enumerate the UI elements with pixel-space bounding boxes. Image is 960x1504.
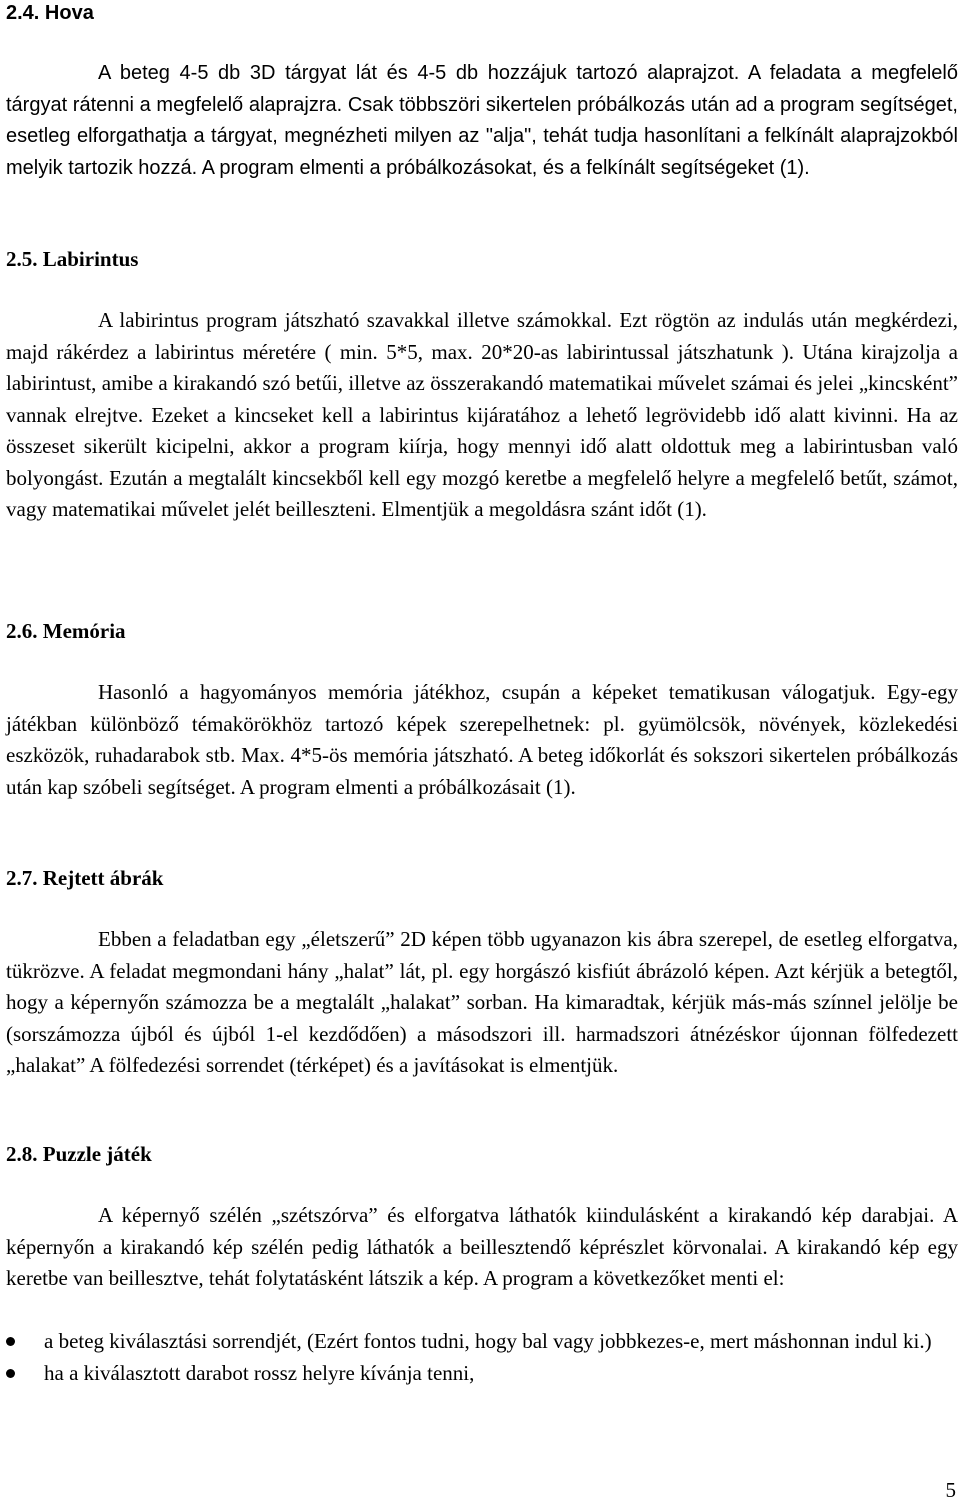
bullet-item bbox=[6, 1358, 958, 1390]
paragraph-memoria: Hasonló a hagyományos memória játékhoz, csupán a képeket tematikusan válogatjuk. Egy-egy játékban különböző témakörökhöz tartozó képek szerepelhetnek: pl. gyümölcsök, növények, közlekedési eszközök, ruhadarabok stb. Max. 4*5-ös memória játszható. A beteg időkorlát és sokszori sikertelen próbálkozás után kap szóbeli segítséget. A program elmenti a próbálkozásait (1). bbox=[6, 680, 958, 799]
section-heading-puzzle: 2.8. Puzzle játék bbox=[6, 1142, 152, 1166]
paragraph-puzzle: A képernyő szélén „szétszórva” és elforgatva láthatók kiindulásként a kirakandó kép darabjai. A képernyőn a kirakandó kép szélén pedig láthatók a beillesztendő képrészlet körvonalai. A kirakandó kép egy keretbe van beillesztve, tehát folytatásként látszik a kép. A program a következőket menti el: bbox=[6, 1203, 958, 1290]
bullet-text: a beteg kiválasztási sorrendjét, (Ezért fontos tudni, hogy bal vagy jobbkezes-e, mert máshonnan indul ki.) bbox=[44, 1329, 932, 1353]
section-heading-hova: 2.4. Hova bbox=[6, 2, 94, 24]
bullet-text: ha a kiválasztott darabot rossz helyre kívánja tenni, bbox=[44, 1360, 475, 1385]
bullet-icon bbox=[6, 1369, 15, 1378]
paragraph-labirintus: A labirintus program játszható szavakkal illetve számokkal. Ezt rögtön az indulás után megkérdezi, majd rákérdez a labirintus méretére ( min. 5*5, max. 20*20-as labirintussal játszhatunk ). Utána kirajzolja a labirintust, amibe a kirakandó szó betűi, illetve az összerakandó matematikai művelet számai és jelei „kincsként” vannak elrejtve. Ezeket a kincseket kell a labirintus kijáratához a lehető legrövidebb idő alatt kivinni. Ha az összeset sikerült kicipelni, akkor a program kiírja, hogy mennyi idő alatt oldottuk meg a labirintusban való bolyongást. Ezután a megtalált kincsekből kell egy mozgó keretbe a megfelelő helyre a megfelelő betűt, számot, vagy matematikai művelet jelét beilleszteni. Elmentjük a megoldásra szánt időt (1). bbox=[6, 308, 958, 521]
bullet-item bbox=[6, 1326, 958, 1358]
paragraph-hova: A beteg 4-5 db 3D tárgyat lát és 4-5 db hozzájuk tartozó alaprajzot. A feladata a megfelelő tárgyat rátenni a megfelelő alaprajzra. Csak többszöri sikertelen próbálkozás után ad a program segítséget, esetleg elforgathatja a tárgyat, megnézheti milyen az "alja", tehát tudja hasonlítani a felkínált alaprajzokból melyik tartozik hozzá. A program elmenti a próbálkozásokat, és a felkínált segítségeket (1). bbox=[6, 62, 958, 179]
paragraph-rejtett-abrak: Ebben a feladatban egy „életszerű” 2D képen több ugyanazon kis ábra szerepel, de esetleg elforgatva, tükrözve. A feladat megmondani hány „halat” lát, pl. egy horgászó kisfiút ábrázoló képen. Azt kérjük a betegtől, hogy a képernyőn számozza be a megtalált „halakat” sorban. Ha kimaradtak, kérjük más-más színnel jelölje be (sorszámozza újból és újból 1-el kezdődően) a másodszori ill. harmadszori átnézéskor újonnan fölfedezett „halakat” A fölfedezési sorrendet (térképet) és a javításokat is elmentjük. bbox=[6, 927, 958, 1077]
section-heading-labirintus: 2.5. Labirintus bbox=[6, 247, 139, 271]
bullet-icon bbox=[6, 1337, 15, 1346]
section-heading-memoria: 2.6. Memória bbox=[6, 619, 126, 643]
puzzle-bullet-list bbox=[6, 1326, 958, 1389]
section-heading-rejtett-abrak: 2.7. Rejtett ábrák bbox=[6, 866, 164, 890]
page-number: 5 bbox=[945, 1478, 956, 1502]
